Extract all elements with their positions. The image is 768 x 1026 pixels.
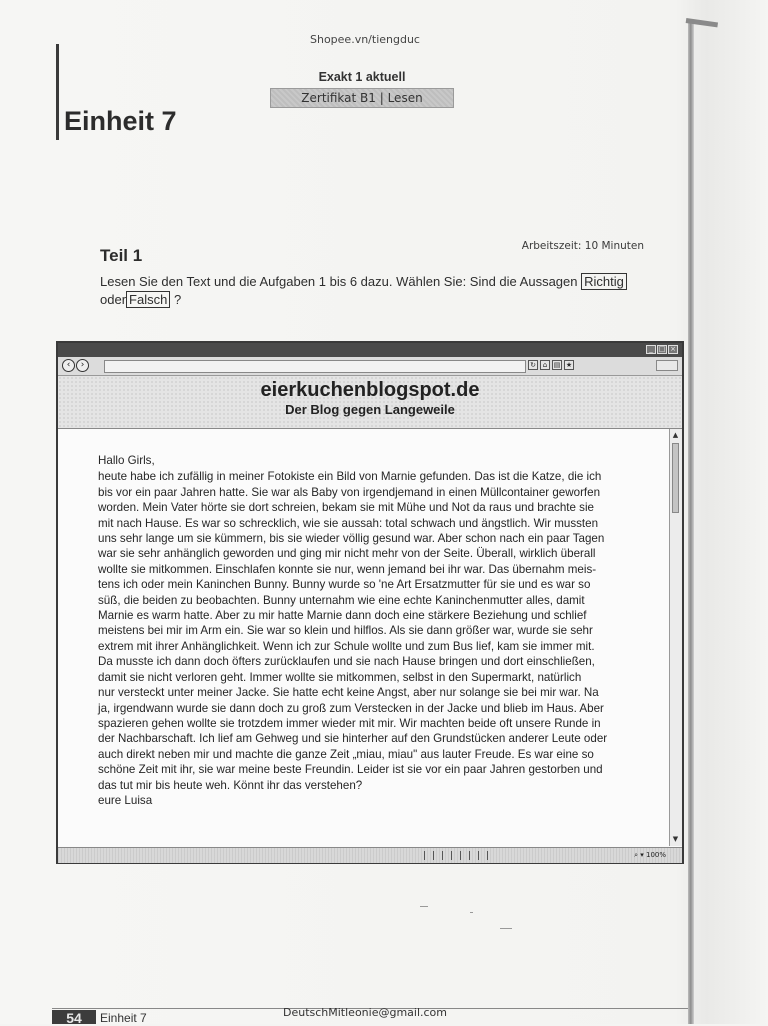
post-line: das tut mir bis heute weh. Könnt ihr das verstehen? — [98, 778, 363, 792]
post-line: Da musste ich dann doch öfters zurücklaufen und sie nach Hause bringen und dort einschließen, — [98, 655, 595, 669]
home-icon[interactable]: ⌂ — [540, 360, 550, 370]
toolbar-icons — [528, 360, 574, 370]
post-line: der Nachbarschaft. Ich lief am Gehweg und sie hinterher auf den Grundstücken anderer Leute oder — [98, 732, 608, 746]
post-line: extrem mit ihrer Anhänglichkeit. Wenn ich zur Schule wollte und zum Bus lief, kam sie immer mit. — [98, 639, 595, 653]
maximize-icon[interactable]: □ — [658, 345, 666, 353]
blog-post-area — [58, 429, 670, 846]
post-line: mit nach Hause. Es war so schrecklich, wie sie aussah: total schwach und ängstlich. Wir mussten — [98, 516, 599, 530]
scan-speck — [470, 912, 473, 913]
blog-title: eierkuchenblogspot.de — [260, 379, 480, 401]
post-line: Hallo Girls, — [98, 454, 155, 467]
bookmark-icon[interactable]: ★ — [565, 361, 573, 369]
forward-icon[interactable]: › — [76, 359, 89, 372]
zoom-level[interactable] — [606, 850, 666, 860]
post-line: bis vor ein paar Jahren hatte. Sie war als Baby von irgendjemand in einen Müllcontainer geworfen — [98, 485, 601, 499]
print-icon[interactable]: ▤ — [553, 361, 561, 369]
instruction-question-mark: ? — [173, 292, 182, 307]
browser-titlebar — [58, 343, 682, 357]
address-bar[interactable] — [104, 360, 526, 373]
footer-unit-label: Einheit 7 — [100, 1011, 147, 1025]
browser-toolbar — [58, 357, 682, 376]
scan-speck — [420, 906, 428, 907]
post-line: wollte sie mitkommen. Einschlafen konnte sie nur, wenn jemand bei ihr war. Das übernahm meis- — [98, 562, 597, 576]
post-line: eure Luisa — [98, 793, 153, 807]
post-line: worden. Mein Vater hörte sie dort schreien, bekam sie mit Mühe und Not da raus und brachte sie — [98, 501, 594, 515]
minimize-icon[interactable]: _ — [646, 345, 656, 354]
post-line: uns sehr lange um sie kümmern, bis sie wieder völlig gesund war. Aber schon nach ein paar Tagen — [98, 532, 605, 546]
option-falsch: Falsch — [126, 291, 170, 308]
footer-email: DeutschMitleonie@gmail.com — [282, 1006, 448, 1019]
source-watermark: Shopee.vn/tiengduc — [310, 33, 420, 46]
instruction-oder: oder — [100, 292, 127, 307]
instruction-text: Lesen Sie den Text und die Aufgaben 1 bis 6 dazu. Wählen Sie: Sind die Aussagen — [100, 274, 578, 289]
option-richtig: Richtig — [581, 273, 627, 290]
post-line: schöne Zeit mit ihr, sie war meine beste Freundin. Leider ist sie vor ein paar Jahren gestorben und — [98, 763, 603, 777]
exam-section-label: Zertifikat B1 | Lesen — [270, 88, 454, 108]
status-segments — [424, 851, 488, 860]
post-line: spazieren gehen wollte sie trotzdem immer wieder mit mir. Wir machten beide oft unsere Runde in — [98, 716, 601, 730]
vertical-scrollbar[interactable] — [669, 429, 682, 846]
browser-window — [56, 341, 684, 864]
book-title: Exakt 1 aktuell — [318, 70, 406, 84]
refresh-icon[interactable]: ↻ — [528, 360, 538, 370]
scroll-thumb[interactable] — [672, 443, 679, 513]
browser-statusbar — [58, 847, 682, 863]
post-line: damit sie nicht verloren geht. Immer wollte sie mitkommen, selbst in den Supermarkt, natürlich — [98, 670, 582, 684]
close-icon[interactable]: × — [668, 345, 678, 354]
post-line: heute habe ich zufällig in meiner Fotokiste ein Bild von Marnie gefunden. Das ist die Katze, die ich — [98, 470, 602, 484]
post-line: ja, irgendwann wurde sie dann doch zu groß zum Verstecken in der Jacke und blieb im Haus. Aber — [98, 701, 604, 715]
unit-title: Einheit 7 — [64, 106, 177, 136]
unit-margin-rule — [56, 44, 59, 140]
window-controls — [646, 345, 678, 354]
work-time: Arbeitszeit: 10 Minuten — [521, 240, 644, 252]
blog-post — [98, 453, 646, 808]
back-icon[interactable]: ‹ — [62, 359, 75, 372]
post-line: meistens bei mir im Arm ein. Sie war so klein und hilflos. Als sie dann größer war, wurde sie sehr — [98, 624, 593, 638]
post-line: nur versteckt unter meiner Jacke. Sie hatte echt keine Angst, aber nur solange sie bei mir war. Na — [98, 686, 599, 700]
post-line: war sie sehr anhänglich geworden und ging mir nicht mehr von der Seite. Überall, wirklich überall — [98, 547, 596, 561]
blog-subtitle: Der Blog gegen Langeweile — [285, 402, 455, 417]
scroll-down-icon[interactable]: ▼ — [672, 835, 679, 843]
task-instructions — [100, 273, 660, 309]
post-line: tens ich oder mein Kaninchen Bunny. Bunny wurde so 'ne Art Ersatzmutter für sie und es war so — [98, 578, 591, 592]
blog-header — [58, 376, 682, 429]
scroll-up-icon[interactable]: ▲ — [672, 431, 679, 439]
part-title: Teil 1 — [100, 246, 143, 265]
zoom-icon: ⌕ ▾ — [634, 851, 646, 859]
post-line: Marnie es warm hatte. Aber zu mir hatte Marnie dann doch eine stärkere Beziehung und schlief — [98, 609, 587, 623]
scan-speck — [500, 928, 512, 929]
address-dropdown[interactable] — [656, 360, 678, 371]
book-spine-shadow — [688, 20, 694, 1024]
post-line: süß, die beiden zu beobachten. Bunny unternahm wie eine echte Kaninchenmutter alles, damit — [98, 593, 585, 607]
post-line: auch direkt neben mir und machte die ganze Zeit „miau, miau" aus lauter Freude. Es war eine so — [98, 747, 594, 761]
page-number: 54 — [52, 1010, 96, 1024]
zoom-value: 100% — [645, 851, 666, 859]
